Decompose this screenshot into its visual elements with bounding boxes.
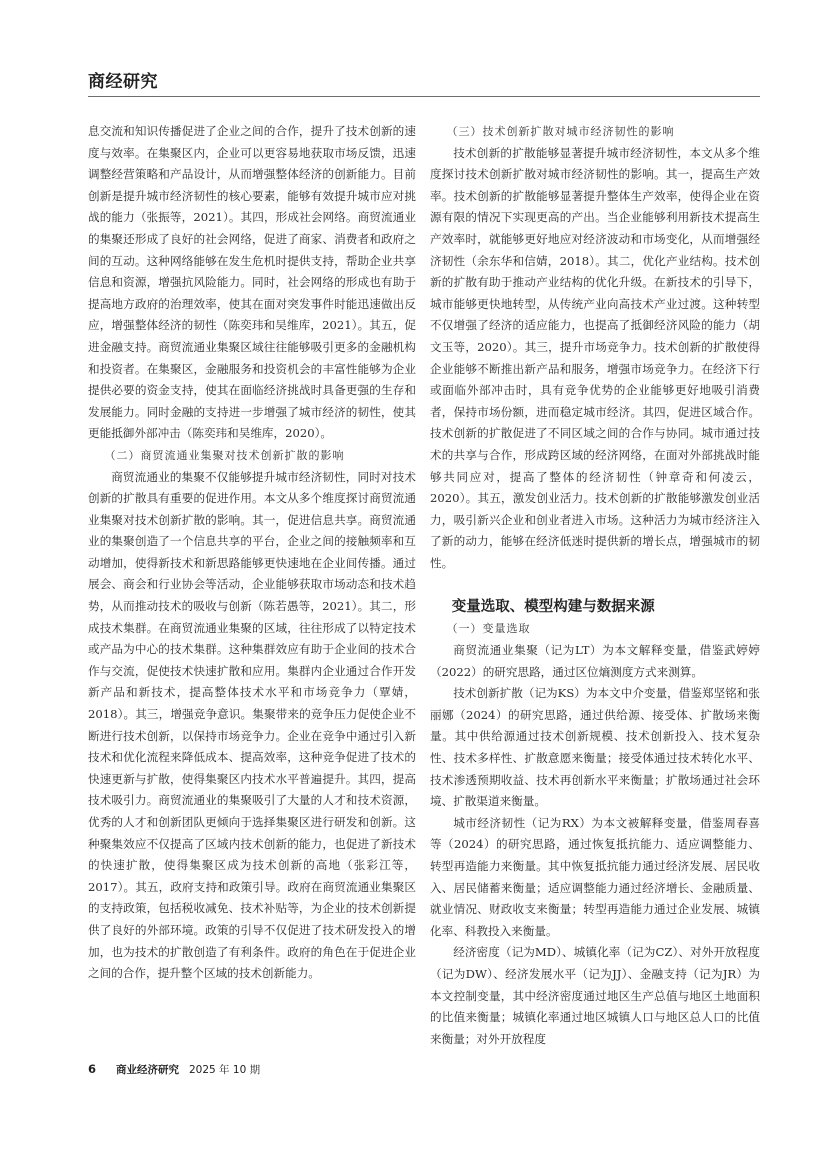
left-column xyxy=(88,121,416,985)
body-paragraph: 商贸流通业集聚（记为LT）为本文解释变量，借鉴武婷婷（2022）的研究思路，通过区位熵测度方式来测算。 xyxy=(430,643,760,679)
body-paragraph: 经济密度（记为MD）、城镇化率（记为CZ）、对外开放程度（记为DW）、经济发展水平（记为JJ）、金融支持（记为JR）为本文控制变量，其中经济密度通过地区生产总值与地区土地面积的比值来衡量；城镇化率通过地区城镇人口与地区总人口的比值来衡量；对外开放程度 xyxy=(430,945,760,1046)
page-number: 6 xyxy=(88,1062,97,1076)
subsection-heading: （一）变量选取 xyxy=(446,622,531,636)
page-footer xyxy=(88,1062,260,1077)
journal-name: 商业经济研究 xyxy=(116,1064,179,1076)
body-paragraph: 城市经济韧性（记为RX）为本文被解释变量，借鉴周春喜等（2024）的研究思路，通过恢复抵抗能力、适应调整能力、转型再造能力来衡量。其中恢复抵抗能力通过经济发展、居民收入、居民储蓄来衡量；适应调整能力通过经济增长、金融质量、就业情况、财政收支来衡量；转型再造能力通过企业发展、城镇化率、科教投入来衡量。 xyxy=(430,815,760,938)
subsection-heading: （三）技术创新扩散对城市经济韧性的影响 xyxy=(446,125,675,138)
header-rule xyxy=(88,96,760,97)
running-header xyxy=(88,72,760,97)
body-paragraph: 息交流和知识传播促进了企业之间的合作，提升了技术创新的速度与效率。在集聚区内，企业可以更容易地获取市场反馈，迅速调整经营策略和产品设计，从而增强整体经济的创新能力。目前创新是提升城市经济韧性的核心要素，能够有效提升城市应对挑战的能力（张振等，2021）。其四，形成社会网络。商贸流通业的集聚还形成了良好的社会网络，促进了商家、消费者和政府之间的互动。这种网络能够在发生危机时提供支持，帮助企业共享信息和资源，增强抗风险能力。同时，社会网络的形成也有助于提高地方政府的治理效率，使其在面对突发事件时能迅速做出反应，增强整体经济的韧性（陈奕玮和吴维库，2021）。其五，促进金融支持。商贸流通业集聚区域往往能够吸引更多的金融机构和投资者。在集聚区，金融服务和投资机会的丰富性能够为企业提供必要的资金支持，使其在面临经济挑战时具备更强的生存和发展能力。同时金融的支持进一步增强了城市经济的韧性，使其更能抵御外部冲击（陈奕玮和吴维库，2020）。 xyxy=(88,124,416,441)
journal-section-title: 商经研究 xyxy=(88,72,158,92)
right-column xyxy=(430,121,760,1050)
section-heading: 变量选取、模型构建与数据来源 xyxy=(451,599,655,616)
body-paragraph: 技术创新扩散（记为KS）为本文中介变量，借鉴郑坚铭和张丽娜（2024）的研究思路，通过供给源、接受体、扩散场来衡量。其中供给源通过技术创新规模、技术创新投入、技术复杂性、技术多样性、扩散意愿来衡量；接受体通过技术转化水平、技术渗透预期收益、技术再创新水平来衡量；扩散场通过社会环境、扩散渠道来衡量。 xyxy=(430,686,760,809)
body-paragraph: 技术创新的扩散能够显著提升城市经济韧性，本文从多个维度探讨技术创新扩散对城市经济韧性的影响。其一，提高生产效率。技术创新的扩散能够显著提升整体生产效率，使得企业在资源有限的情况下实现更高的产出。当企业能够利用新技术提高生产效率时，就能够更好地应对经济波动和市场变化，从而增强经济韧性（余东华和信婧，2018）。其二，优化产业结构。技术创新的扩散有助于推动产业结构的优化升级。在新技术的引导下，城市能够更快地转型，从传统产业向高技术产业过渡。这种转型不仅增强了经济的适应能力，也提高了抵御经济风险的能力（胡文玉等，2020）。其三，提升市场竞争力。技术创新的扩散使得企业能够不断推出新产品和服务，增强市场竞争力。在经济下行或面临外部冲击时，具有竞争优势的企业能够更好地吸引消费者，保持市场份额，进而稳定城市经济。其四，促进区域合作。技术创新的扩散促进了不同区域之间的合作与协同。城市通过技术的共享与合作，形成跨区域的经济网络，在面对外部挑战时能够共同应对，提高了整体的经济韧性（钟章奇和何凌云，2020）。其五，激发创业活力。技术创新的扩散能够激发创业活力，吸引新兴企业和创业者进入市场。这种活力为城市经济注入了新的动力，能够在经济低迷时提供新的增长点，增强城市的韧性。 xyxy=(430,145,760,570)
issue-label: 2025 年 10 期 xyxy=(189,1064,261,1076)
subsection-heading: （二）商贸流通业集聚对技术创新扩散的影响 xyxy=(104,448,345,462)
body-paragraph: 商贸流通业的集聚不仅能够提升城市经济韧性，同时对技术创新的扩散具有重要的促进作用。本文从多个维度探讨商贸流通业集聚对技术创新扩散的影响。其一，促进信息共享。商贸流通业的集聚创造了一个信息共享的平台，企业之间的接触频率和互动增加，使得新技术和新思路能够更快速地在企业间传播。通过展会、商会和行业协会等活动，企业能够获取市场动态和技术趋势，从而推动技术的吸收与创新（陈若愚等，2021）。其二，形成技术集群。在商贸流通业集聚的区域，往往形成了以特定技术或产品为中心的技术集群。这种集群效应有助于企业间的技术合作与交流，促使技术快速扩散和应用。集群内企业通过合作开发新产品和新技术，提高整体技术水平和市场竞争力（覃婧，2018）。其三，增强竞争意识。集聚带来的竞争压力促使企业不断进行技术创新，以保持市场竞争力。企业在竞争中通过引入新技术和优化流程来降低成本、提高效率，这种竞争促进了技术的快速更新与扩散，使得集聚区内技术水平普遍提升。其四，提高技术吸引力。商贸流通业的集聚吸引了大量的人才和技术资源，优秀的人才和创新团队更倾向于选择集聚区进行研发和创新。这种聚集效应不仅提高了区域内技术创新的能力，也促进了新技术的快速扩散，使得集聚区成为技术创新的高地（张彩江等，2017）。其五，政府支持和政策引导。政府在商贸流通业集聚区的支持政策，包括税收减免、技术补贴等，为企业的技术创新提供了良好的外部环境。政策的引导不仅促进了技术研发投入的增加，也为技术的扩散创造了有利条件。政府的角色在于促进企业之间的合作，提升整个区域的技术创新能力。 xyxy=(88,469,416,981)
